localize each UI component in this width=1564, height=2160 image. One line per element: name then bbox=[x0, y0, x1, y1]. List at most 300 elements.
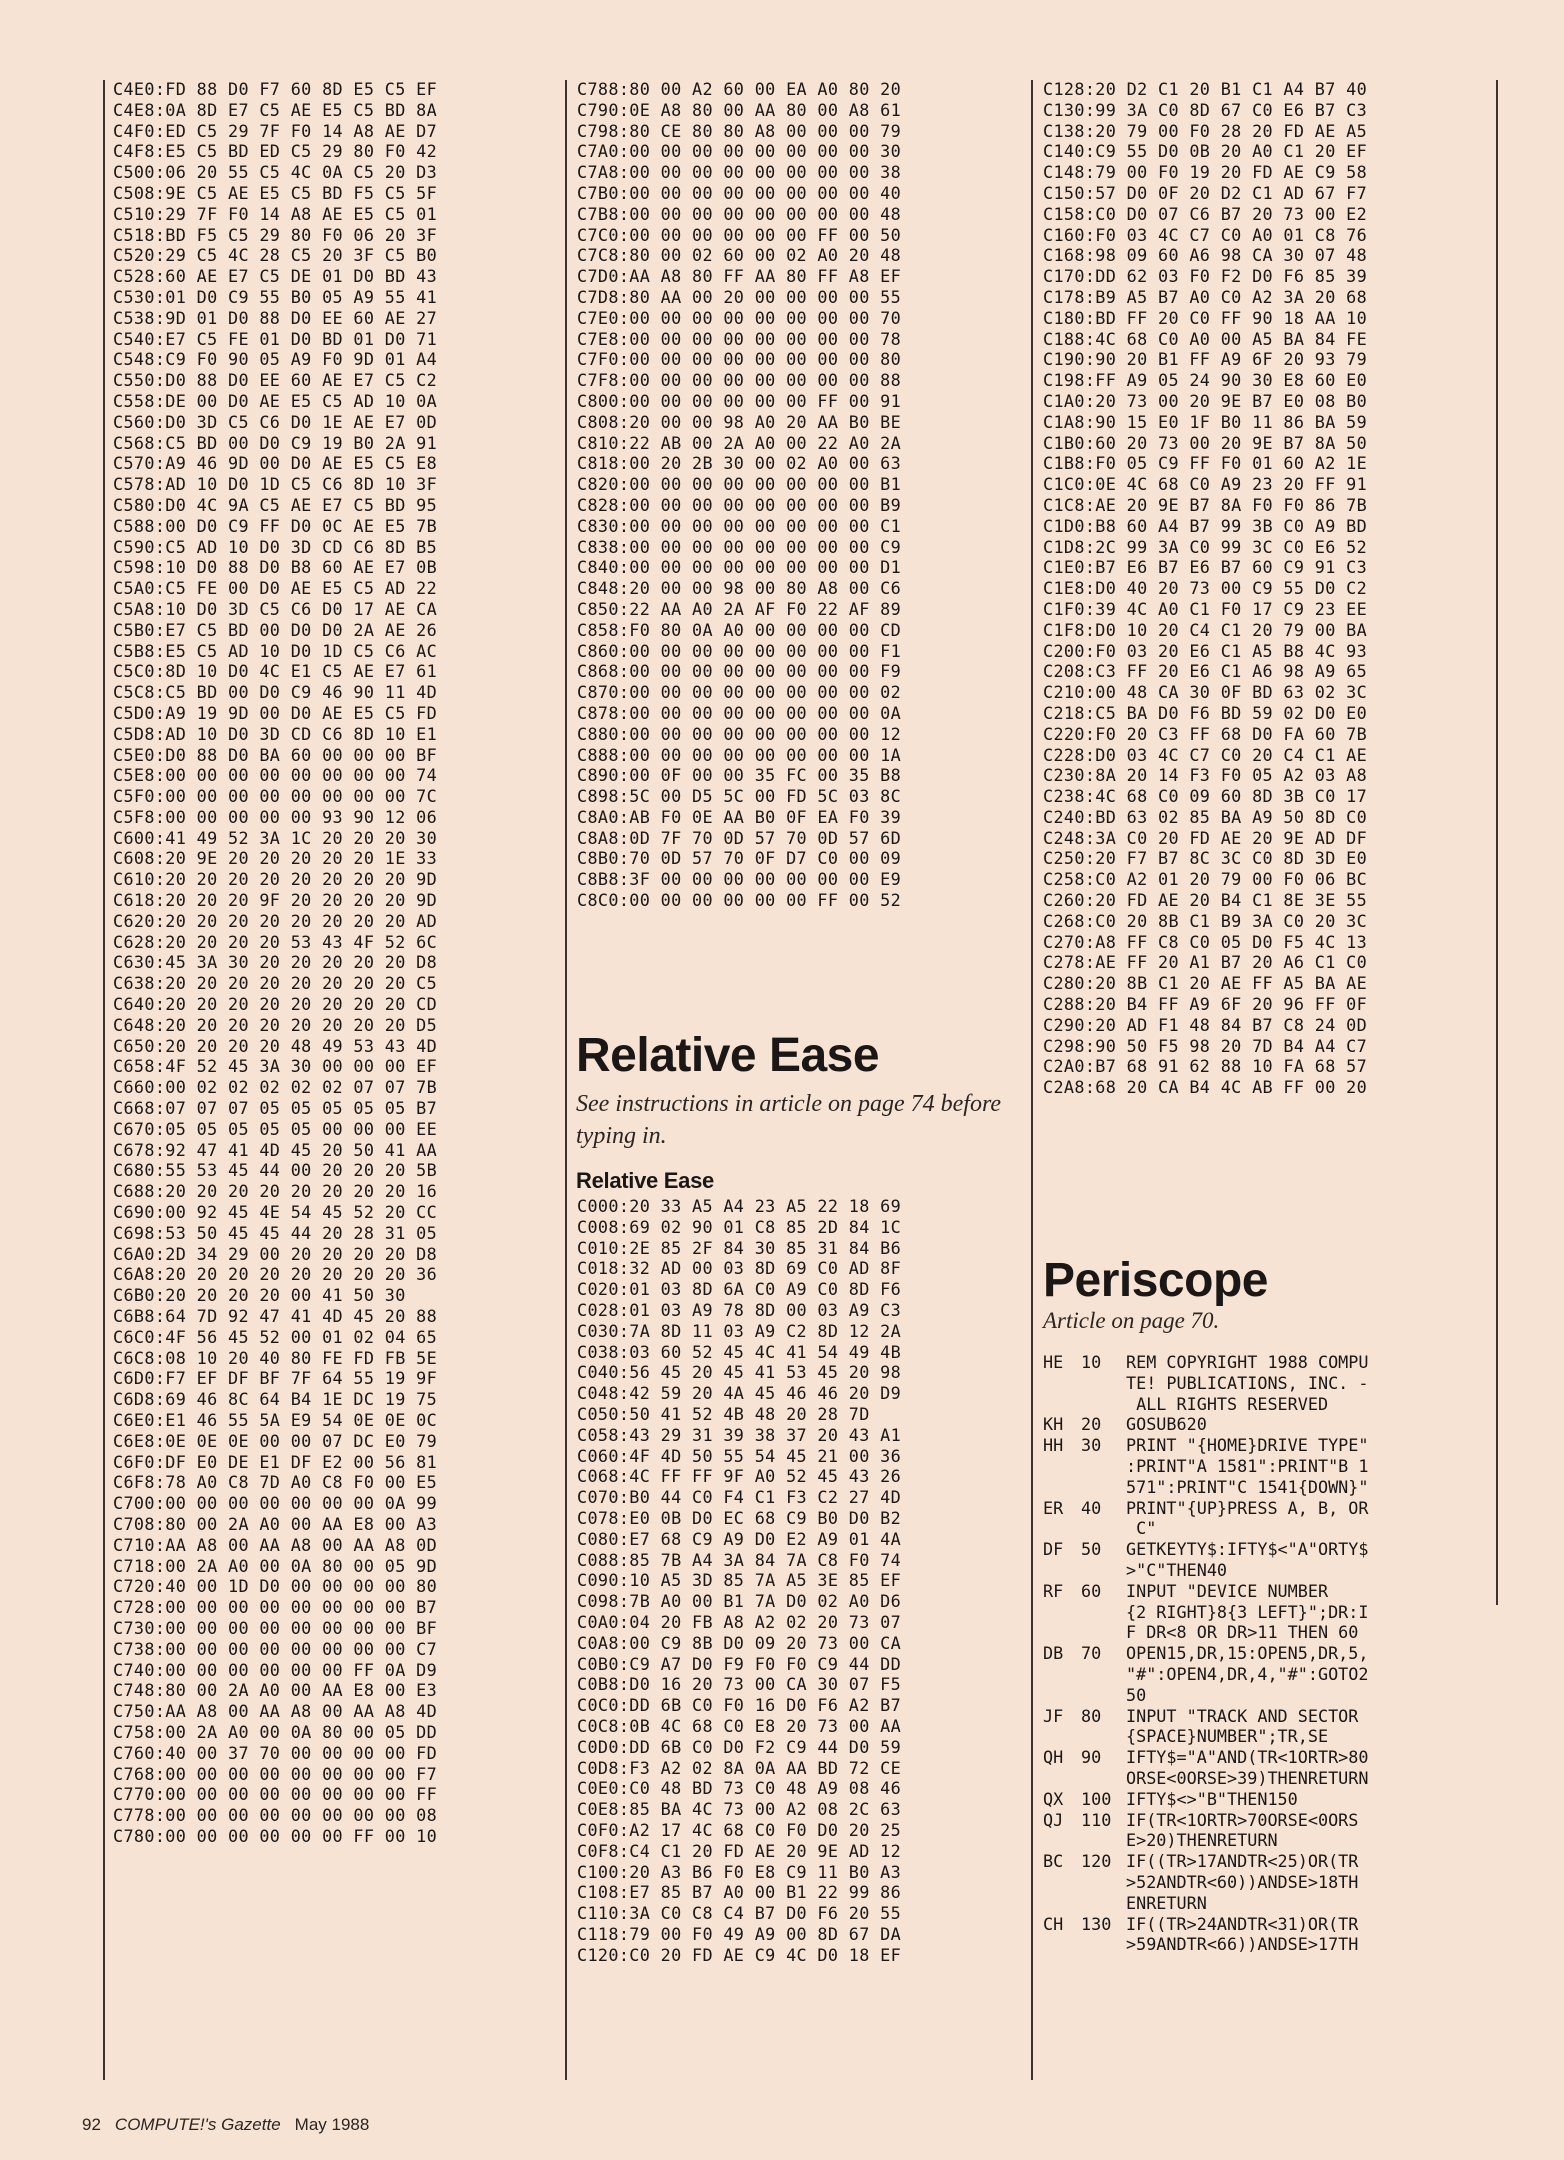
hex-line: C518:BD F5 C5 29 80 F0 06 20 3F bbox=[113, 224, 438, 245]
hex-line: C2A8:68 20 CA B4 4C AB FF 00 20 bbox=[1043, 1077, 1368, 1098]
basic-statement: "#":OPEN4,DR,4,"#":GOTO2 bbox=[1126, 1663, 1369, 1684]
basic-statement: OPEN15,DR,15:OPEN5,DR,5, bbox=[1126, 1643, 1369, 1664]
hex-line: C560:D0 3D C5 C6 D0 1E AE E7 0D bbox=[113, 411, 438, 432]
hex-line: C1C8:AE 20 9E B7 8A F0 F0 86 7B bbox=[1043, 494, 1368, 515]
hex-line: C258:C0 A2 01 20 79 00 F0 06 BC bbox=[1043, 869, 1368, 890]
hex-line: C2A0:B7 68 91 62 88 10 FA 68 57 bbox=[1043, 1056, 1368, 1077]
hex-line: C5E8:00 00 00 00 00 00 00 00 74 bbox=[113, 765, 438, 786]
hex-line: C698:53 50 45 45 44 20 28 31 05 bbox=[113, 1222, 438, 1243]
basic-statement: IF((TR>24ANDTR<31)OR(TR bbox=[1126, 1913, 1359, 1934]
hex-line: C6C8:08 10 20 40 80 FE FD FB 5E bbox=[113, 1347, 438, 1368]
hex-line: C0C8:0B 4C 68 C0 E8 20 73 00 AA bbox=[577, 1715, 902, 1736]
hex-line: C090:10 A5 3D 85 7A A5 3E 85 EF bbox=[577, 1570, 902, 1591]
basic-line bbox=[1043, 1539, 1368, 1560]
hex-line: C7F8:00 00 00 00 00 00 00 00 88 bbox=[577, 370, 902, 391]
checksum-code: KH bbox=[1043, 1414, 1064, 1435]
basic-line bbox=[1043, 1373, 1368, 1394]
relative-ease-instructions: See instructions in article on page 74 before typing in. bbox=[576, 1091, 1002, 1149]
hex-line: C638:20 20 20 20 20 20 20 20 C5 bbox=[113, 973, 438, 994]
hex-line: C260:20 FD AE 20 B4 C1 8E 3E 55 bbox=[1043, 890, 1368, 911]
hex-line: C618:20 20 20 9F 20 20 20 20 9D bbox=[113, 890, 438, 911]
hex-line: C010:2E 85 2F 84 30 85 31 84 B6 bbox=[577, 1237, 902, 1258]
hex-line: C590:C5 AD 10 D0 3D CD C6 8D B5 bbox=[113, 536, 438, 557]
hex-line: C018:32 AD 00 03 8D 69 C0 AD 8F bbox=[577, 1258, 902, 1279]
hex-line: C668:07 07 07 05 05 05 05 05 B7 bbox=[113, 1098, 438, 1119]
hex-line: C8A0:AB F0 0E AA B0 0F EA F0 39 bbox=[577, 806, 902, 827]
hex-line: C830:00 00 00 00 00 00 00 00 C1 bbox=[577, 515, 902, 536]
hex-line: C888:00 00 00 00 00 00 00 00 1A bbox=[577, 744, 902, 765]
basic-statement: {SPACE}NUMBER";TR,SE bbox=[1126, 1726, 1329, 1747]
basic-line bbox=[1043, 1664, 1368, 1685]
hex-line: C5A8:10 D0 3D C5 C6 D0 17 AE CA bbox=[113, 598, 438, 619]
hex-line: C4F0:ED C5 29 7F F0 14 A8 AE D7 bbox=[113, 120, 438, 141]
hex-line: C7C8:80 00 02 60 00 02 A0 20 48 bbox=[577, 245, 902, 266]
checksum-code bbox=[1043, 1768, 1081, 1789]
hex-line: C288:20 B4 FF A9 6F 20 96 FF 0F bbox=[1043, 994, 1368, 1015]
hex-line: C6D8:69 46 8C 64 B4 1E DC 19 75 bbox=[113, 1389, 438, 1410]
hex-line: C700:00 00 00 00 00 00 00 0A 99 bbox=[113, 1493, 438, 1514]
hex-line: C0F0:A2 17 4C 68 C0 F0 D0 20 25 bbox=[577, 1819, 902, 1840]
basic-line bbox=[1043, 1622, 1368, 1643]
hex-line: C130:99 3A C0 8D 67 C0 E6 B7 C3 bbox=[1043, 99, 1368, 120]
basic-statement: :PRINT"A 1581":PRINT"B 1 bbox=[1126, 1455, 1369, 1476]
basic-line bbox=[1043, 1893, 1368, 1914]
hex-line: C850:22 AA A0 2A AF F0 22 AF 89 bbox=[577, 598, 902, 619]
basic-statement: E>20)THENRETURN bbox=[1126, 1830, 1278, 1851]
hex-line: C210:00 48 CA 30 0F BD 63 02 3C bbox=[1043, 682, 1368, 703]
hex-line: C880:00 00 00 00 00 00 00 00 12 bbox=[577, 723, 902, 744]
line-number: 60 bbox=[1081, 1580, 1102, 1601]
line-number bbox=[1081, 1373, 1126, 1394]
basic-statement: INPUT "DEVICE NUMBER bbox=[1126, 1580, 1329, 1601]
checksum-code bbox=[1043, 1518, 1081, 1539]
hex-line: C598:10 D0 88 D0 B8 60 AE E7 0B bbox=[113, 557, 438, 578]
hex-line: C1B0:60 20 73 00 20 9E B7 8A 50 bbox=[1043, 432, 1368, 453]
hex-line: C740:00 00 00 00 00 00 FF 0A D9 bbox=[113, 1659, 438, 1680]
line-number bbox=[1081, 1622, 1126, 1643]
hex-line: C848:20 00 00 98 00 80 A8 00 C6 bbox=[577, 578, 902, 599]
basic-statement: ORSE<0ORSE>39)THENRETURN bbox=[1126, 1767, 1369, 1788]
basic-line bbox=[1043, 1685, 1368, 1706]
hex-line: C5F0:00 00 00 00 00 00 00 00 7C bbox=[113, 786, 438, 807]
hex-line: C5C0:8D 10 D0 4C E1 C5 AE E7 61 bbox=[113, 661, 438, 682]
hex-line: C5B0:E7 C5 BD 00 D0 D0 2A AE 26 bbox=[113, 619, 438, 640]
hex-line: C640:20 20 20 20 20 20 20 20 CD bbox=[113, 994, 438, 1015]
hex-line: C608:20 9E 20 20 20 20 20 1E 33 bbox=[113, 848, 438, 869]
line-number: 80 bbox=[1081, 1705, 1102, 1726]
hex-line: C5F8:00 00 00 00 00 93 90 12 06 bbox=[113, 806, 438, 827]
line-number: 120 bbox=[1081, 1851, 1112, 1872]
hex-line: C838:00 00 00 00 00 00 00 00 C9 bbox=[577, 536, 902, 557]
hex-line: C110:3A C0 C8 C4 B7 D0 F6 20 55 bbox=[577, 1903, 902, 1924]
hex-line: C238:4C 68 C0 09 60 8D 3B C0 17 bbox=[1043, 786, 1368, 807]
basic-statement: IFTY$="A"AND(TR<1ORTR>80 bbox=[1126, 1747, 1369, 1768]
hex-line: C650:20 20 20 20 48 49 53 43 4D bbox=[113, 1035, 438, 1056]
hex-line: C280:20 8B C1 20 AE FF A5 BA AE bbox=[1043, 973, 1368, 994]
hex-line: C798:80 CE 80 80 A8 00 00 00 79 bbox=[577, 120, 902, 141]
checksum-code bbox=[1043, 1373, 1081, 1394]
hex-line: C298:90 50 F5 98 20 7D B4 A4 C7 bbox=[1043, 1035, 1368, 1056]
hex-line: C808:20 00 00 98 A0 20 AA B0 BE bbox=[577, 411, 902, 432]
hex-line: C720:40 00 1D D0 00 00 00 00 80 bbox=[113, 1576, 438, 1597]
checksum-code bbox=[1043, 1602, 1081, 1623]
line-number bbox=[1081, 1518, 1126, 1539]
checksum-code: RF bbox=[1043, 1580, 1064, 1601]
basic-line bbox=[1043, 1581, 1368, 1602]
hex-line: C170:DD 62 03 F0 F2 D0 F6 85 39 bbox=[1043, 266, 1368, 287]
hex-line: C820:00 00 00 00 00 00 00 00 B1 bbox=[577, 474, 902, 495]
hex-line: C528:60 AE E7 C5 DE 01 D0 BD 43 bbox=[113, 266, 438, 287]
hex-line: C008:69 02 90 01 C8 85 2D 84 1C bbox=[577, 1216, 902, 1237]
basic-statement: {2 RIGHT}8{3 LEFT}";DR:I bbox=[1126, 1601, 1369, 1622]
hex-line: C198:FF A9 05 24 90 30 E8 60 E0 bbox=[1043, 370, 1368, 391]
hex-line: C0E0:C0 48 BD 73 C0 48 A9 08 46 bbox=[577, 1778, 902, 1799]
checksum-code: BC bbox=[1043, 1851, 1064, 1872]
hex-line: C168:98 09 60 A6 98 CA 30 07 48 bbox=[1043, 245, 1368, 266]
checksum-code bbox=[1043, 1830, 1081, 1851]
checksum-code bbox=[1043, 1664, 1081, 1685]
hex-line: C678:92 47 41 4D 45 20 50 41 AA bbox=[113, 1139, 438, 1160]
hex-line: C250:20 F7 B7 8C 3C C0 8D 3D E0 bbox=[1043, 848, 1368, 869]
hex-line: C750:AA A8 00 AA A8 00 AA A8 4D bbox=[113, 1701, 438, 1722]
basic-statement: IFTY$<>"B"THEN150 bbox=[1126, 1788, 1298, 1809]
basic-line bbox=[1043, 1706, 1368, 1727]
line-number bbox=[1081, 1872, 1126, 1893]
line-number: 100 bbox=[1081, 1788, 1112, 1809]
hex-line: C6E0:E1 46 55 5A E9 54 0E 0E 0C bbox=[113, 1410, 438, 1430]
hex-line: C270:A8 FF C8 C0 05 D0 F5 4C 13 bbox=[1043, 931, 1368, 952]
hex-line: C828:00 00 00 00 00 00 00 00 B9 bbox=[577, 494, 902, 515]
basic-statement: PRINT "{HOME}DRIVE TYPE" bbox=[1126, 1435, 1369, 1456]
hex-line: C840:00 00 00 00 00 00 00 00 D1 bbox=[577, 557, 902, 578]
page-number: 92 bbox=[82, 2115, 101, 2134]
hex-line: C8B8:3F 00 00 00 00 00 00 00 E9 bbox=[577, 869, 902, 890]
hex-line: C100:20 A3 B6 F0 E8 C9 11 B0 A3 bbox=[577, 1861, 902, 1882]
hex-line: C228:D0 03 4C C7 C0 20 C4 C1 AE bbox=[1043, 744, 1368, 765]
hex-line: C200:F0 03 20 E6 C1 A5 B8 4C 93 bbox=[1043, 640, 1368, 661]
hex-line: C540:E7 C5 FE 01 D0 BD 01 D0 71 bbox=[113, 328, 438, 349]
hex-line: C508:9E C5 AE E5 C5 BD F5 C5 5F bbox=[113, 182, 438, 203]
line-number bbox=[1081, 1934, 1126, 1955]
hex-line: C770:00 00 00 00 00 00 00 00 FF bbox=[113, 1784, 438, 1805]
hex-line: C778:00 00 00 00 00 00 00 00 08 bbox=[113, 1805, 438, 1826]
basic-line bbox=[1043, 1477, 1368, 1498]
basic-line bbox=[1043, 1747, 1368, 1768]
hex-line: C578:AD 10 D0 1D C5 C6 8D 10 3F bbox=[113, 474, 438, 495]
hex-listing-column-1 bbox=[113, 79, 437, 1847]
periscope-title: Periscope bbox=[1043, 1254, 1268, 1307]
line-number bbox=[1081, 1685, 1126, 1706]
hex-line: C0F8:C4 C1 20 FD AE 20 9E AD 12 bbox=[577, 1840, 902, 1861]
basic-statement: IF(TR<1ORTR>70ORSE<0ORS bbox=[1126, 1809, 1359, 1830]
hex-line: C858:F0 80 0A A0 00 00 00 00 CD bbox=[577, 619, 902, 640]
hex-line: C520:29 C5 4C 28 C5 20 3F C5 B0 bbox=[113, 245, 438, 266]
basic-statement: C" bbox=[1126, 1518, 1157, 1539]
hex-line: C878:00 00 00 00 00 00 00 00 0A bbox=[577, 702, 902, 723]
hex-line: C098:7B A0 00 B1 7A D0 02 A0 D6 bbox=[577, 1591, 902, 1612]
line-number bbox=[1081, 1560, 1126, 1581]
column-rule-right bbox=[1496, 80, 1498, 1605]
basic-line bbox=[1043, 1789, 1368, 1810]
hex-line: C6B0:20 20 20 20 00 41 50 30 bbox=[113, 1285, 406, 1306]
checksum-code bbox=[1043, 1893, 1081, 1914]
periscope-basic-listing bbox=[1043, 1352, 1368, 1955]
hex-line: C630:45 3A 30 20 20 20 20 20 D8 bbox=[113, 952, 438, 973]
hex-line: C8C0:00 00 00 00 00 00 FF 00 52 bbox=[577, 890, 902, 911]
hex-line: C7D8:80 AA 00 20 00 00 00 00 55 bbox=[577, 286, 902, 307]
checksum-code: DB bbox=[1043, 1643, 1064, 1664]
hex-line: C0B8:D0 16 20 73 00 CA 30 07 F5 bbox=[577, 1674, 902, 1695]
hex-line: C550:D0 88 D0 EE 60 AE E7 C5 C2 bbox=[113, 370, 438, 391]
basic-statement: >"C"THEN40 bbox=[1126, 1559, 1228, 1580]
hex-line: C558:DE 00 D0 AE E5 C5 AD 10 0A bbox=[113, 390, 438, 411]
checksum-code bbox=[1043, 1456, 1081, 1477]
checksum-code: HE bbox=[1043, 1352, 1064, 1372]
hex-line: C870:00 00 00 00 00 00 00 00 02 bbox=[577, 682, 902, 703]
hex-line: C728:00 00 00 00 00 00 00 00 B7 bbox=[113, 1597, 438, 1618]
checksum-code bbox=[1043, 1934, 1081, 1955]
hex-line: C5B8:E5 C5 AD 10 D0 1D C5 C6 AC bbox=[113, 640, 438, 661]
hex-line: C218:C5 BA D0 F6 BD 59 02 D0 E0 bbox=[1043, 702, 1368, 723]
hex-line: C588:00 D0 C9 FF D0 0C AE E5 7B bbox=[113, 515, 438, 536]
relative-ease-listing-title: Relative Ease bbox=[576, 1168, 714, 1193]
hex-line: C670:05 05 05 05 05 00 00 00 EE bbox=[113, 1118, 438, 1139]
hex-line: C180:BD FF 20 C0 FF 90 18 AA 10 bbox=[1043, 307, 1368, 328]
hex-line: C868:00 00 00 00 00 00 00 00 F9 bbox=[577, 661, 902, 682]
hex-line: C538:9D 01 D0 88 D0 EE 60 AE 27 bbox=[113, 307, 438, 328]
hex-line: C128:20 D2 C1 20 B1 C1 A4 B7 40 bbox=[1043, 79, 1368, 99]
hex-line: C108:E7 85 B7 A0 00 B1 22 99 86 bbox=[577, 1882, 902, 1903]
hex-line: C0D8:F3 A2 02 8A 0A AA BD 72 CE bbox=[577, 1757, 902, 1778]
relative-ease-hex-listing bbox=[577, 1196, 901, 1965]
hex-line: C8B0:70 0D 57 70 0F D7 C0 00 09 bbox=[577, 848, 902, 869]
basic-line bbox=[1043, 1414, 1368, 1435]
checksum-code: JF bbox=[1043, 1705, 1064, 1726]
hex-line: C140:C9 55 D0 0B 20 A0 C1 20 EF bbox=[1043, 141, 1368, 162]
basic-line bbox=[1043, 1914, 1368, 1935]
basic-line bbox=[1043, 1498, 1368, 1519]
checksum-code: DF bbox=[1043, 1539, 1064, 1560]
hex-line: C000:20 33 A5 A4 23 A5 22 18 69 bbox=[577, 1196, 902, 1216]
hex-line: C6E8:0E 0E 0E 00 00 07 DC E0 79 bbox=[113, 1430, 438, 1451]
checksum-code bbox=[1043, 1477, 1081, 1498]
hex-line: C6C0:4F 56 45 52 00 01 02 04 65 bbox=[113, 1326, 438, 1347]
hex-line: C898:5C 00 D5 5C 00 FD 5C 03 8C bbox=[577, 786, 902, 807]
basic-line bbox=[1043, 1435, 1368, 1456]
hex-line: C020:01 03 8D 6A C0 A9 C0 8D F6 bbox=[577, 1279, 902, 1300]
basic-statement: GOSUB620 bbox=[1126, 1414, 1207, 1435]
line-number: 110 bbox=[1081, 1809, 1112, 1830]
hex-line: C5D8:AD 10 D0 3D CD C6 8D 10 E1 bbox=[113, 723, 438, 744]
hex-line: C1B8:F0 05 C9 FF F0 01 60 A2 1E bbox=[1043, 453, 1368, 474]
hex-line: C088:85 7B A4 3A 84 7A C8 F0 74 bbox=[577, 1549, 902, 1570]
hex-line: C5E0:D0 88 D0 BA 60 00 00 00 BF bbox=[113, 744, 438, 765]
hex-line: C768:00 00 00 00 00 00 00 00 F7 bbox=[113, 1763, 438, 1784]
hex-line: C788:80 00 A2 60 00 EA A0 80 20 bbox=[577, 79, 902, 99]
hex-line: C1C0:0E 4C 68 C0 A9 23 20 FF 91 bbox=[1043, 474, 1368, 495]
basic-line bbox=[1043, 1352, 1368, 1373]
hex-listing-column-3 bbox=[1043, 79, 1367, 1098]
hex-line: C510:29 7F F0 14 A8 AE E5 C5 01 bbox=[113, 203, 438, 224]
basic-line bbox=[1043, 1872, 1368, 1893]
hex-line: C240:BD 63 02 85 BA A9 50 8D C0 bbox=[1043, 806, 1368, 827]
hex-line: C800:00 00 00 00 00 00 FF 00 91 bbox=[577, 390, 902, 411]
checksum-code: QJ bbox=[1043, 1809, 1064, 1830]
column-rule-left bbox=[103, 80, 105, 2080]
hex-line: C248:3A C0 20 FD AE 20 9E AD DF bbox=[1043, 827, 1368, 848]
hex-line: C7F0:00 00 00 00 00 00 00 00 80 bbox=[577, 349, 902, 370]
hex-line: C4E0:FD 88 D0 F7 60 8D E5 C5 EF bbox=[113, 79, 438, 99]
line-number: 30 bbox=[1081, 1435, 1102, 1456]
hex-line: C220:F0 20 C3 FF 68 D0 FA 60 7B bbox=[1043, 723, 1368, 744]
hex-line: C790:0E A8 80 00 AA 80 00 A8 61 bbox=[577, 99, 902, 120]
hex-line: C048:42 59 20 4A 45 46 46 20 D9 bbox=[577, 1383, 902, 1404]
basic-statement: TE! PUBLICATIONS, INC. - bbox=[1126, 1372, 1369, 1393]
hex-line: C568:C5 BD 00 D0 C9 19 B0 2A 91 bbox=[113, 432, 438, 453]
basic-statement: PRINT"{UP}PRESS A, B, OR bbox=[1126, 1497, 1369, 1518]
hex-line: C158:C0 D0 07 C6 B7 20 73 00 E2 bbox=[1043, 203, 1368, 224]
line-number: 20 bbox=[1081, 1414, 1102, 1435]
basic-line bbox=[1043, 1830, 1368, 1851]
hex-line: C1E0:B7 E6 B7 E6 B7 60 C9 91 C3 bbox=[1043, 557, 1368, 578]
basic-statement: INPUT "TRACK AND SECTOR bbox=[1126, 1705, 1359, 1726]
hex-line: C4F8:E5 C5 BD ED C5 29 80 F0 42 bbox=[113, 141, 438, 162]
hex-line: C7B8:00 00 00 00 00 00 00 00 48 bbox=[577, 203, 902, 224]
hex-line: C890:00 0F 00 00 35 FC 00 35 B8 bbox=[577, 765, 902, 786]
hex-line: C7E0:00 00 00 00 00 00 00 00 70 bbox=[577, 307, 902, 328]
hex-line: C1A8:90 15 E0 1F B0 11 86 BA 59 bbox=[1043, 411, 1368, 432]
hex-line: C0B0:C9 A7 D0 F9 F0 F0 C9 44 DD bbox=[577, 1653, 902, 1674]
hex-line: C658:4F 52 45 3A 30 00 00 00 EF bbox=[113, 1056, 438, 1077]
hex-line: C1A0:20 73 00 20 9E B7 E0 08 B0 bbox=[1043, 390, 1368, 411]
hex-line: C120:C0 20 FD AE C9 4C D0 18 EF bbox=[577, 1944, 902, 1965]
line-number bbox=[1081, 1768, 1126, 1789]
hex-line: C078:E0 0B D0 EC 68 C9 B0 D0 B2 bbox=[577, 1507, 902, 1528]
line-number bbox=[1081, 1394, 1126, 1415]
hex-line: C160:F0 03 4C C7 C0 A0 01 C8 76 bbox=[1043, 224, 1368, 245]
hex-line: C230:8A 20 14 F3 F0 05 A2 03 A8 bbox=[1043, 765, 1368, 786]
hex-line: C0A8:00 C9 8B D0 09 20 73 00 CA bbox=[577, 1632, 902, 1653]
line-number bbox=[1081, 1456, 1126, 1477]
basic-statement: ALL RIGHTS RESERVED bbox=[1126, 1393, 1329, 1414]
hex-line: C0E8:85 BA 4C 73 00 A2 08 2C 63 bbox=[577, 1799, 902, 1820]
hex-line: C138:20 79 00 F0 28 20 FD AE A5 bbox=[1043, 120, 1368, 141]
hex-line: C7B0:00 00 00 00 00 00 00 00 40 bbox=[577, 182, 902, 203]
hex-line: C530:01 D0 C9 55 B0 05 A9 55 41 bbox=[113, 286, 438, 307]
hex-line: C648:20 20 20 20 20 20 20 20 D5 bbox=[113, 1014, 438, 1035]
checksum-code: CH bbox=[1043, 1913, 1064, 1934]
hex-line: C6A8:20 20 20 20 20 20 20 20 36 bbox=[113, 1264, 438, 1285]
basic-statement: 571":PRINT"C 1541{DOWN}" bbox=[1126, 1476, 1369, 1497]
line-number bbox=[1081, 1830, 1126, 1851]
hex-line: C718:00 2A A0 00 0A 80 00 05 9D bbox=[113, 1555, 438, 1576]
hex-line: C060:4F 4D 50 55 54 45 21 00 36 bbox=[577, 1445, 902, 1466]
hex-line: C628:20 20 20 20 53 43 4F 52 6C bbox=[113, 931, 438, 952]
hex-line: C058:43 29 31 39 38 37 20 43 A1 bbox=[577, 1424, 902, 1445]
line-number: 50 bbox=[1081, 1539, 1102, 1560]
line-number: 90 bbox=[1081, 1747, 1102, 1768]
issue-date: May 1988 bbox=[294, 2115, 370, 2134]
hex-line: C268:C0 20 8B C1 B9 3A C0 20 3C bbox=[1043, 910, 1368, 931]
checksum-code bbox=[1043, 1726, 1081, 1747]
hex-line: C548:C9 F0 90 05 A9 F0 9D 01 A4 bbox=[113, 349, 438, 370]
basic-statement: GETKEYTY$:IFTY$<"A"ORTY$ bbox=[1126, 1539, 1369, 1560]
hex-line: C708:80 00 2A A0 00 AA E8 00 A3 bbox=[113, 1513, 438, 1534]
hex-line: C118:79 00 F0 49 A9 00 8D 67 DA bbox=[577, 1923, 902, 1944]
hex-line: C188:4C 68 C0 A0 00 A5 BA 84 FE bbox=[1043, 328, 1368, 349]
line-number bbox=[1081, 1477, 1126, 1498]
hex-line: C7A0:00 00 00 00 00 00 00 00 30 bbox=[577, 141, 902, 162]
hex-line: C278:AE FF 20 A1 B7 20 A6 C1 C0 bbox=[1043, 952, 1368, 973]
line-number: 10 bbox=[1081, 1352, 1102, 1372]
hex-line: C070:B0 44 C0 F4 C1 F3 C2 27 4D bbox=[577, 1487, 902, 1508]
line-number bbox=[1081, 1602, 1126, 1623]
hex-line: C5A0:C5 FE 00 D0 AE E5 C5 AD 22 bbox=[113, 578, 438, 599]
hex-line: C860:00 00 00 00 00 00 00 00 F1 bbox=[577, 640, 902, 661]
hex-line: C028:01 03 A9 78 8D 00 03 A9 C3 bbox=[577, 1299, 902, 1320]
basic-statement: IF((TR>17ANDTR<25)OR(TR bbox=[1126, 1851, 1359, 1872]
hex-line: C7C0:00 00 00 00 00 00 FF 00 50 bbox=[577, 224, 902, 245]
hex-line: C758:00 2A A0 00 0A 80 00 05 DD bbox=[113, 1721, 438, 1742]
hex-line: C208:C3 FF 20 E6 C1 A6 98 A9 65 bbox=[1043, 661, 1368, 682]
hex-line: C500:06 20 55 C5 4C 0A C5 20 D3 bbox=[113, 162, 438, 183]
basic-statement: ENRETURN bbox=[1126, 1892, 1207, 1913]
hex-line: C190:90 20 B1 FF A9 6F 20 93 79 bbox=[1043, 349, 1368, 370]
basic-statement: >59ANDTR<66))ANDSE>17TH bbox=[1126, 1934, 1359, 1955]
hex-line: C6A0:2D 34 29 00 20 20 20 20 D8 bbox=[113, 1243, 438, 1264]
hex-line: C1F8:D0 10 20 C4 C1 20 79 00 BA bbox=[1043, 619, 1368, 640]
basic-line bbox=[1043, 1851, 1368, 1872]
magazine-name: COMPUTE!'s Gazette bbox=[114, 2115, 281, 2134]
hex-line: C8A8:0D 7F 70 0D 57 70 0D 57 6D bbox=[577, 827, 902, 848]
hex-line: C780:00 00 00 00 00 00 FF 00 10 bbox=[113, 1825, 438, 1846]
line-number: 70 bbox=[1081, 1643, 1102, 1664]
hex-line: C050:50 41 52 4B 48 20 28 7D bbox=[577, 1403, 870, 1424]
hex-line: C580:D0 4C 9A C5 AE E7 C5 BD 95 bbox=[113, 494, 438, 515]
page-footer bbox=[82, 2115, 369, 2135]
hex-line: C1F0:39 4C A0 C1 F0 17 C9 23 EE bbox=[1043, 598, 1368, 619]
hex-line: C148:79 00 F0 19 20 FD AE C9 58 bbox=[1043, 162, 1368, 183]
hex-line: C0C0:DD 6B C0 F0 16 D0 F6 A2 B7 bbox=[577, 1695, 902, 1716]
hex-line: C030:7A 8D 11 03 A9 C2 8D 12 2A bbox=[577, 1320, 902, 1341]
hex-line: C660:00 02 02 02 02 02 07 07 7B bbox=[113, 1077, 438, 1098]
hex-line: C1D8:2C 99 3A C0 99 3C C0 E6 52 bbox=[1043, 536, 1368, 557]
hex-line: C038:03 60 52 45 4C 41 54 49 4B bbox=[577, 1341, 902, 1362]
checksum-code bbox=[1043, 1560, 1081, 1581]
basic-line bbox=[1043, 1560, 1368, 1581]
basic-statement: REM COPYRIGHT 1988 COMPU bbox=[1126, 1352, 1369, 1372]
line-number bbox=[1081, 1726, 1126, 1747]
periscope-article-note: Article on page 70. bbox=[1043, 1308, 1220, 1333]
hex-line: C0A0:04 20 FB A8 A2 02 20 73 07 bbox=[577, 1611, 902, 1632]
hex-line: C6F0:DF E0 DE E1 DF E2 00 56 81 bbox=[113, 1451, 438, 1472]
line-number: 40 bbox=[1081, 1497, 1102, 1518]
hex-line: C688:20 20 20 20 20 20 20 20 16 bbox=[113, 1181, 438, 1202]
hex-line: C6D0:F7 EF DF BF 7F 64 55 19 9F bbox=[113, 1368, 438, 1389]
basic-line bbox=[1043, 1602, 1368, 1623]
basic-line bbox=[1043, 1726, 1368, 1747]
hex-line: C7A8:00 00 00 00 00 00 00 00 38 bbox=[577, 162, 902, 183]
hex-line: C748:80 00 2A A0 00 AA E8 00 E3 bbox=[113, 1680, 438, 1701]
basic-statement: 50 bbox=[1126, 1684, 1147, 1705]
basic-line bbox=[1043, 1518, 1368, 1539]
hex-line: C6F8:78 A0 C8 7D A0 C8 F0 00 E5 bbox=[113, 1472, 438, 1493]
basic-line bbox=[1043, 1456, 1368, 1477]
hex-line: C680:55 53 45 44 00 20 20 20 5B bbox=[113, 1160, 438, 1181]
hex-line: C7E8:00 00 00 00 00 00 00 00 78 bbox=[577, 328, 902, 349]
basic-statement: >52ANDTR<60))ANDSE>18TH bbox=[1126, 1871, 1359, 1892]
hex-line: C570:A9 46 9D 00 D0 AE E5 C5 E8 bbox=[113, 453, 438, 474]
